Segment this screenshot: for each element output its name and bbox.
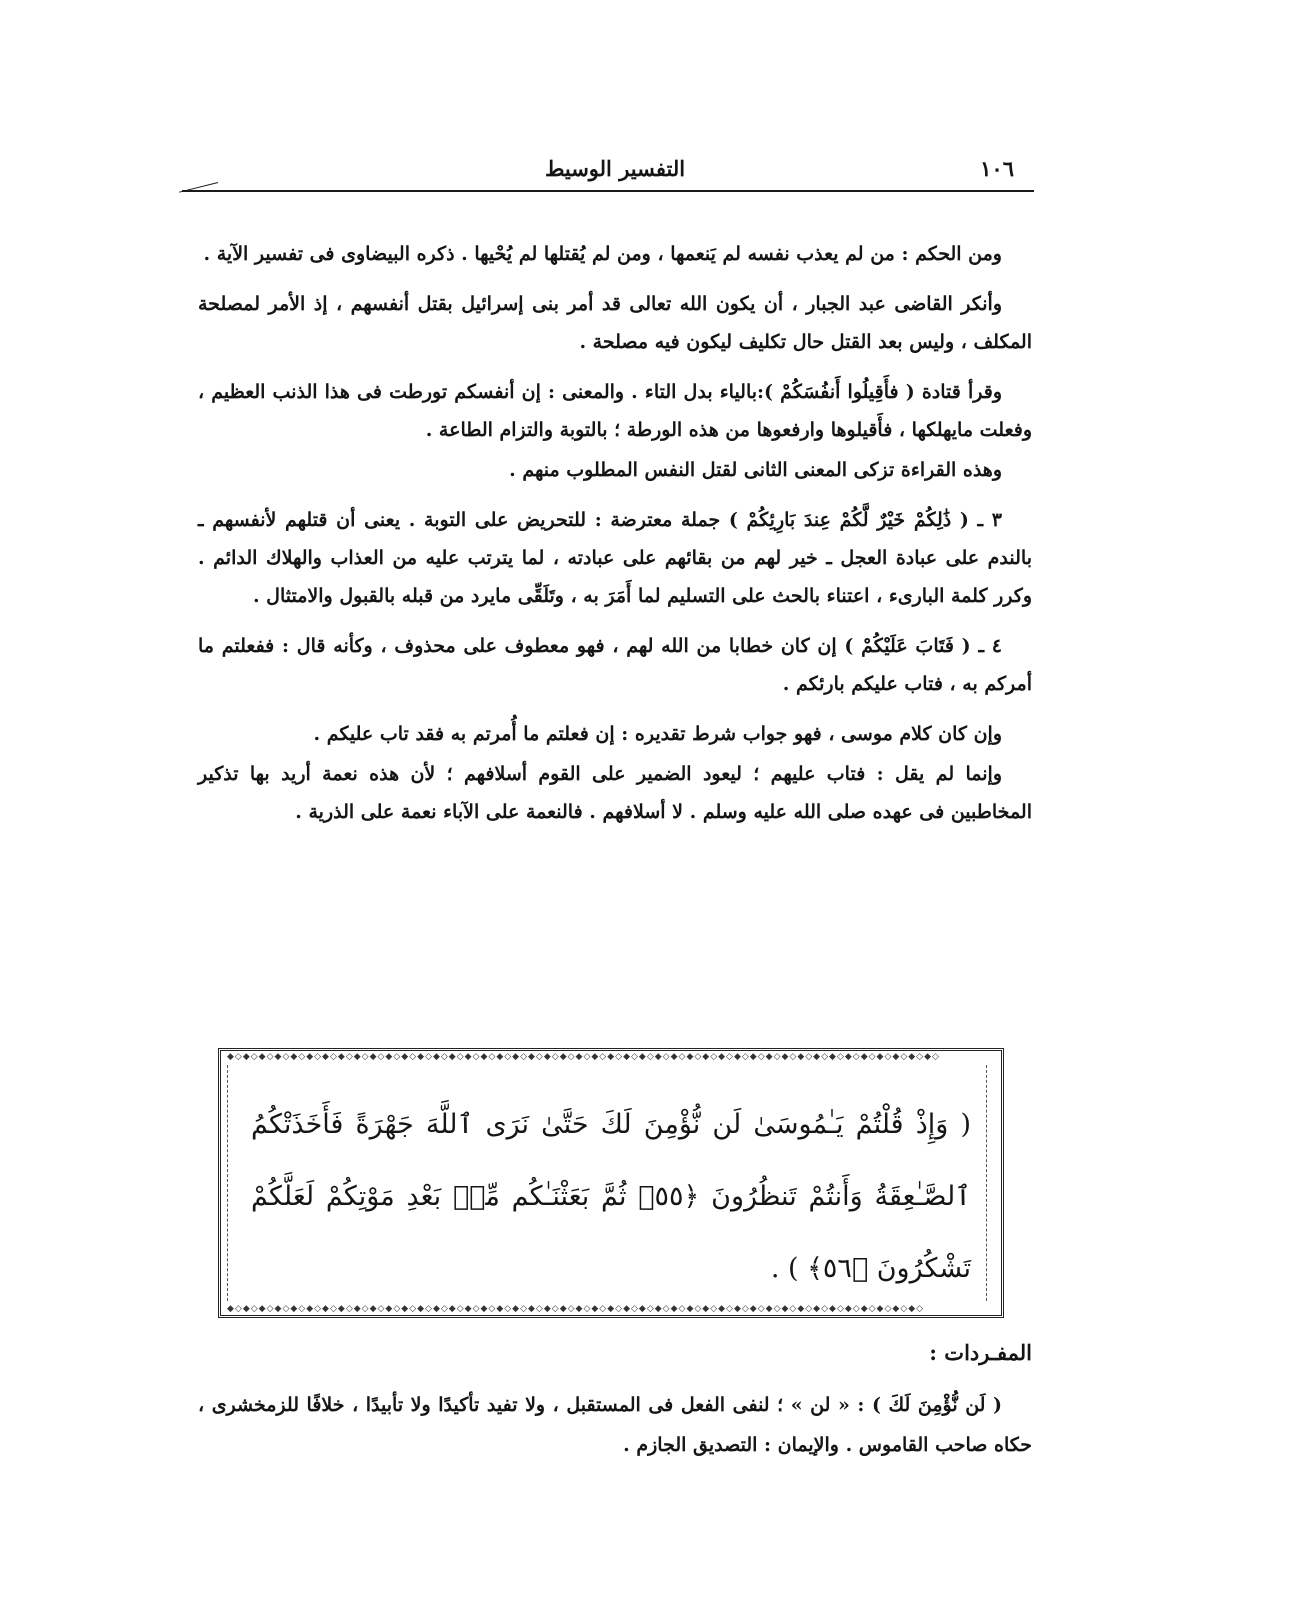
paragraph: ومن الحكم : من لم يعذب نفسه لم يَنعمها ، ومن لم يُقتلها لم يُحْيها . ذكره البيضاوى فى تفسير الآية . bbox=[203, 243, 1002, 265]
paragraph: وإن كان كلام موسى ، فهو جواب شرط تقديره : إن فعلتم ما أُمرتم به فقد تاب عليكم . bbox=[313, 723, 1002, 745]
ornamental-border-top: ◆◇◆◇◆◇◆◇◆◇◆◇◆◇◆◇◆◇◆◇◆◇◆◇◆◇◆◇◆◇◆◇◆◇◆◇◆◇◆◇◆◇◆◇◆◇◆◇◆◇◆◇◆◇◆◇◆◇◆◇◆◇◆◇◆◇◆◇◆◇◆◇◆◇◆◇◆◇◆◇◆◇◆◇◆◇◆◇◆◇ bbox=[227, 1053, 940, 1061]
paragraph: ٤ ـ ( فَتَابَ عَلَيْكُمْ ) إن كان خطابا من الله لهم ، فهو معطوف على محذوف ، وكأنه قال : ففعلتم ما أمركم به ، فتاب عليكم بارئكم . bbox=[198, 635, 1032, 695]
paragraph: ٣ ـ ( ذَٰلِكُمْ خَيْرٌ لَّكُمْ عِندَ بَارِئِكُمْ ) جملة معترضة : للتحريض على التوبة . يعنى أن قتلهم لأنفسهم ـ بالندم على عبادة العجل ـ خير لهم من بقائهم على عبادته ، لما يترتب عليه من العذاب والهلاك الدائم . وكرر كلمة البارىء ، اعتناء بالحث على التسليم لما أَمَرَ به ، وتَلَقِّى مايرد من قبله بالقبول والامتثال . bbox=[198, 509, 1032, 607]
running-title: التفسير الوسيط bbox=[544, 156, 686, 181]
paragraph: ( لَن نُّؤْمِنَ لَكَ ) : « لن » ؛ لنفى الفعل فى المستقبل ، ولا تفيد تأكيدًا ولا تأبيدًا ، خلافًا للزمخشرى ، حكاه صاحب القاموس . والإيمان : التصديق الجازم . bbox=[198, 1394, 1032, 1456]
commentary-body bbox=[198, 235, 1032, 843]
vocabulary-heading: المفـردات : bbox=[929, 1340, 1032, 1365]
ornamental-border-left bbox=[227, 1065, 236, 1301]
page-number: ١٠٦ bbox=[980, 156, 1014, 181]
quran-verse-frame bbox=[218, 1048, 1004, 1318]
paragraph: وهذه القراءة تزكى المعنى الثانى لقتل النفس المطلوب منهم . bbox=[509, 459, 1002, 481]
paragraph: وأنكر القاضى عبد الجبار ، أن يكون الله تعالى قد أمر بنى إسرائيل بقتل أنفسهم ، إذ الأمر لمصلحة المكلف ، وليس بعد القتل حال تكليف ليكون فيه مصلحة . bbox=[198, 293, 1032, 353]
paragraph: وقرأ قتادة ( فأَقِيلُوا أَنفُسَكُمْ ):بالياء بدل التاء . والمعنى : إن أنفسكم تورطت فى هذا الذنب العظيم ، وفعلت مايهلكها ، فأَقيلوها وارفعوها من هذه الورطة ؛ بالتوبة والتزام الطاعة . bbox=[198, 381, 1032, 441]
running-header bbox=[182, 150, 1034, 190]
quran-verse-text: ( وَإِذْ قُلْتُمْ يَـٰمُوسَىٰ لَن نُّؤْمِنَ لَكَ حَتَّىٰ نَرَى ٱللَّهَ جَهْرَةً فَأَخَذَتْكُمُ ٱلصَّـٰعِقَةُ وَأَنتُمْ تَنظُرُونَ ﴿٥٥﴾ ثُمَّ بَعَثْنَـٰكُم مِّنۢ بَعْدِ مَوْتِكُمْ لَعَلَّكُمْ تَشْكُرُونَ ﴿٥٦﴾ ) . bbox=[251, 1109, 971, 1284]
ornamental-border-right bbox=[986, 1065, 995, 1301]
paragraph: وإنما لم يقل : فتاب عليهم ؛ ليعود الضمير على القوم أسلافهم ؛ لأن هذه نعمة أريد بها تذكير المخاطبين فى عهده صلى الله عليه وسلم . لا أسلافهم . فالنعمة على الآباء نعمة على الذرية . bbox=[198, 763, 1032, 823]
ornamental-border-bottom: ◆◇◆◇◆◇◆◇◆◇◆◇◆◇◆◇◆◇◆◇◆◇◆◇◆◇◆◇◆◇◆◇◆◇◆◇◆◇◆◇◆◇◆◇◆◇◆◇◆◇◆◇◆◇◆◇◆◇◆◇◆◇◆◇◆◇◆◇◆◇◆◇◆◇◆◇◆◇◆◇◆◇◆◇◆◇◆◇ bbox=[227, 1305, 925, 1313]
header-rule bbox=[182, 190, 1034, 192]
vocabulary-body bbox=[198, 1385, 1032, 1465]
